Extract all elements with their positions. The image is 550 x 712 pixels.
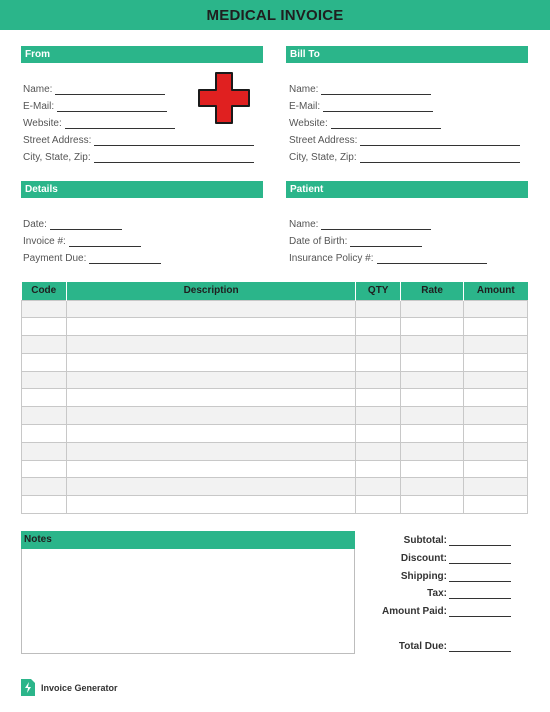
table-row (22, 371, 528, 389)
details-heading: Details (21, 181, 263, 198)
amount-column-header: Amount (464, 282, 528, 300)
table-row (22, 442, 528, 460)
patient-name-field[interactable]: Name: (289, 218, 431, 230)
table-cell[interactable] (22, 371, 67, 389)
bill-to-email-field[interactable]: E-Mail: (289, 100, 433, 112)
table-cell[interactable] (356, 353, 401, 371)
table-cell[interactable] (22, 478, 67, 496)
table-row (22, 460, 528, 478)
table-cell[interactable] (66, 460, 355, 478)
from-city-field[interactable]: City, State, Zip: (23, 151, 254, 163)
description-column-header: Description (66, 282, 355, 300)
bill-to-heading: Bill To (286, 46, 528, 63)
table-cell[interactable] (66, 442, 355, 460)
table-cell[interactable] (22, 425, 67, 443)
table-cell[interactable] (66, 407, 355, 425)
table-cell[interactable] (464, 496, 528, 514)
insurance-policy-field[interactable]: Insurance Policy #: (289, 252, 487, 264)
table-cell[interactable] (464, 353, 528, 371)
title-bar (0, 0, 550, 30)
table-cell[interactable] (464, 425, 528, 443)
table-cell[interactable] (66, 496, 355, 514)
table-cell[interactable] (356, 407, 401, 425)
invoice-number-field[interactable]: Invoice #: (23, 235, 141, 247)
table-cell[interactable] (356, 300, 401, 318)
patient-heading: Patient (286, 181, 528, 198)
amount-paid-field[interactable]: Amount Paid: (382, 605, 511, 617)
table-row (22, 425, 528, 443)
invoice-generator-logo-icon (21, 679, 35, 696)
table-cell[interactable] (66, 353, 355, 371)
table-cell[interactable] (464, 389, 528, 407)
total-due-field[interactable]: Total Due: (399, 640, 511, 652)
table-cell[interactable] (464, 460, 528, 478)
date-field[interactable]: Date: (23, 218, 122, 230)
tax-field[interactable]: Tax: (427, 587, 511, 599)
table-row (22, 389, 528, 407)
table-header-row (22, 282, 528, 300)
brand-name: Invoice Generator (41, 682, 118, 693)
table-row (22, 407, 528, 425)
table-cell[interactable] (401, 371, 464, 389)
table-row (22, 336, 528, 354)
table-cell[interactable] (464, 371, 528, 389)
table-cell[interactable] (22, 353, 67, 371)
table-row (22, 478, 528, 496)
table-cell[interactable] (66, 371, 355, 389)
table-row (22, 318, 528, 336)
table-cell[interactable] (356, 496, 401, 514)
table-cell[interactable] (22, 442, 67, 460)
table-cell[interactable] (22, 318, 67, 336)
table-row (22, 496, 528, 514)
table-cell[interactable] (356, 460, 401, 478)
from-website-field[interactable]: Website: (23, 117, 175, 129)
bill-to-city-field[interactable]: City, State, Zip: (289, 151, 520, 163)
qty-column-header: QTY (356, 282, 401, 300)
table-cell[interactable] (464, 478, 528, 496)
table-cell[interactable] (401, 425, 464, 443)
table-cell[interactable] (464, 336, 528, 354)
bill-to-name-field[interactable]: Name: (289, 83, 431, 95)
table-cell[interactable] (22, 336, 67, 354)
table-cell[interactable] (401, 300, 464, 318)
discount-field[interactable]: Discount: (401, 552, 511, 564)
table-cell[interactable] (464, 442, 528, 460)
table-cell[interactable] (401, 442, 464, 460)
table-cell[interactable] (401, 496, 464, 514)
notes-area[interactable] (21, 549, 355, 654)
table-row (22, 300, 528, 318)
table-cell[interactable] (22, 407, 67, 425)
from-email-field[interactable]: E-Mail: (23, 100, 167, 112)
rate-column-header: Rate (401, 282, 464, 300)
table-cell[interactable] (22, 300, 67, 318)
table-cell[interactable] (66, 336, 355, 354)
from-name-field[interactable]: Name: (23, 83, 165, 95)
shipping-field[interactable]: Shipping: (401, 570, 511, 582)
notes-heading: Notes (21, 531, 355, 549)
code-column-header: Code (22, 282, 67, 300)
table-cell[interactable] (356, 425, 401, 443)
table-cell[interactable] (22, 389, 67, 407)
bill-to-street-field[interactable]: Street Address: (289, 134, 520, 146)
table-cell[interactable] (22, 496, 67, 514)
table-cell[interactable] (22, 460, 67, 478)
table-cell[interactable] (356, 318, 401, 336)
subtotal-field[interactable]: Subtotal: (404, 534, 511, 546)
table-cell[interactable] (464, 407, 528, 425)
payment-due-field[interactable]: Payment Due: (23, 252, 161, 264)
medical-cross-icon (198, 72, 250, 124)
table-cell[interactable] (66, 300, 355, 318)
table-cell[interactable] (356, 442, 401, 460)
table-cell[interactable] (401, 353, 464, 371)
date-of-birth-field[interactable]: Date of Birth: (289, 235, 422, 247)
table-row (22, 353, 528, 371)
table-cell[interactable] (356, 389, 401, 407)
table-cell[interactable] (464, 318, 528, 336)
table-cell[interactable] (356, 478, 401, 496)
table-cell[interactable] (401, 318, 464, 336)
table-cell[interactable] (66, 478, 355, 496)
table-cell[interactable] (66, 389, 355, 407)
table-cell[interactable] (464, 300, 528, 318)
line-items-table (21, 282, 528, 514)
from-street-field[interactable]: Street Address: (23, 134, 254, 146)
from-heading: From (21, 46, 263, 63)
table-cell[interactable] (66, 318, 355, 336)
table-cell[interactable] (401, 389, 464, 407)
table-cell[interactable] (401, 478, 464, 496)
footer-brand (21, 679, 118, 696)
table-cell[interactable] (66, 425, 355, 443)
document-title: MEDICAL INVOICE (206, 6, 344, 24)
table-cell[interactable] (401, 460, 464, 478)
bill-to-website-field[interactable]: Website: (289, 117, 441, 129)
table-cell[interactable] (356, 336, 401, 354)
table-cell[interactable] (401, 407, 464, 425)
table-cell[interactable] (356, 371, 401, 389)
table-cell[interactable] (401, 336, 464, 354)
